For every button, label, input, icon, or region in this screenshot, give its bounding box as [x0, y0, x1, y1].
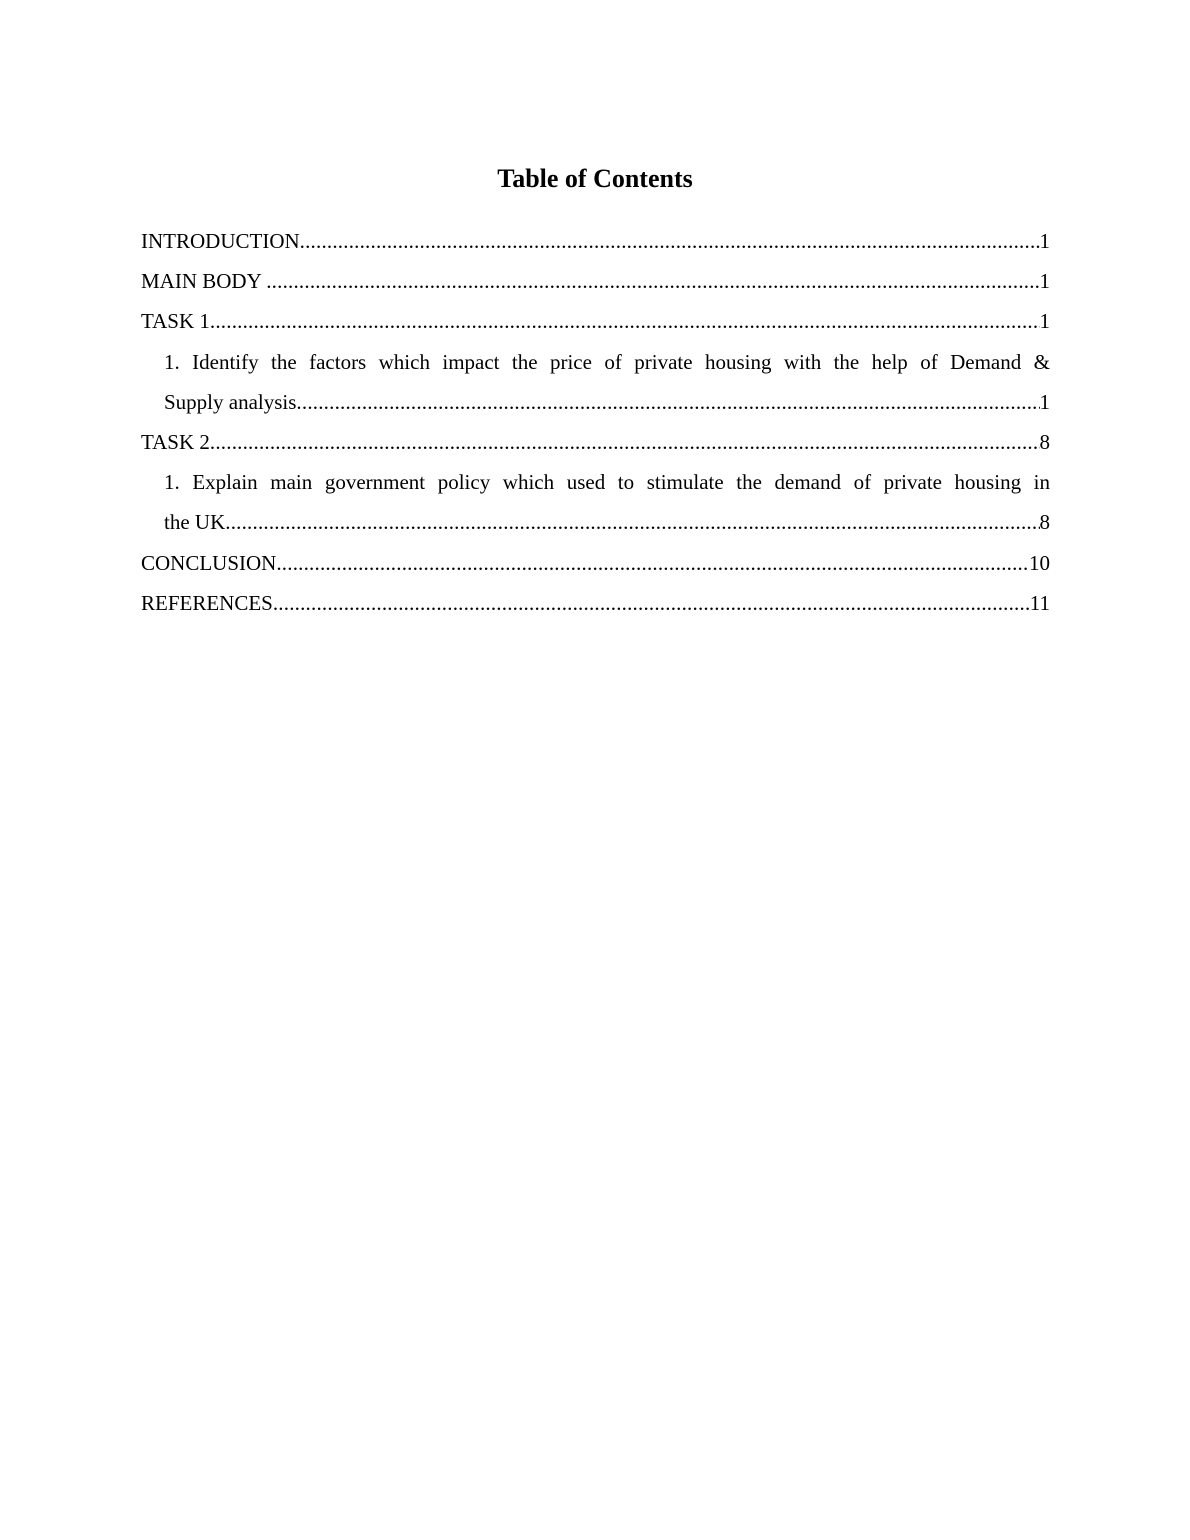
- toc-page-number: 11: [1029, 590, 1050, 615]
- toc-leader-dots: [266, 261, 1039, 301]
- toc-entry-task-1-subsection[interactable]: [141, 342, 1050, 422]
- toc-entry-label: INTRODUCTION: [141, 229, 300, 253]
- toc-entry-introduction[interactable]: [141, 221, 1050, 261]
- toc-leader-dots: [300, 221, 1040, 261]
- toc-page-number: 10: [1029, 550, 1050, 575]
- toc-list: [141, 221, 1050, 623]
- toc-entry-conclusion[interactable]: [141, 543, 1050, 583]
- toc-page-number: 1: [1039, 389, 1050, 414]
- toc-entry-label: MAIN BODY: [141, 269, 267, 294]
- toc-page-number: 8: [1039, 510, 1050, 535]
- toc-entry-task-2-subsection[interactable]: [141, 462, 1050, 542]
- toc-entry-label: the UK: [164, 510, 226, 535]
- toc-entry-task-1[interactable]: [141, 301, 1050, 341]
- toc-entry-label: CONCLUSION: [141, 550, 277, 575]
- toc-leader-dots: [296, 382, 1039, 422]
- toc-entry-label: REFERENCES: [141, 590, 273, 615]
- toc-leader-dots: [210, 301, 1040, 341]
- toc-leader-dots: [225, 502, 1039, 542]
- toc-entry-main-body[interactable]: [141, 261, 1050, 301]
- toc-page-number: 1: [1039, 229, 1050, 253]
- toc-entry-references[interactable]: [141, 583, 1050, 623]
- toc-entry-task-2[interactable]: [141, 422, 1050, 462]
- toc-entry-label: TASK 1: [141, 309, 210, 334]
- toc-entry-first-line: 1. Identify the factors which impact the price of private housing with the help of Demand &: [164, 349, 1050, 374]
- toc-page-number: 1: [1039, 309, 1050, 334]
- toc-title: Table of Contents: [497, 164, 693, 193]
- toc-entry-label: Supply analysis: [164, 389, 297, 414]
- toc-leader-dots: [273, 583, 1030, 623]
- toc-entry-first-line: 1. Explain main government policy which used to stimulate the demand of private housing in: [164, 470, 1050, 495]
- toc-leader-dots: [210, 422, 1040, 462]
- toc-entry-label: TASK 2: [141, 430, 210, 455]
- toc-page-number: 1: [1039, 269, 1050, 294]
- toc-page-number: 8: [1039, 430, 1050, 455]
- toc-leader-dots: [276, 543, 1029, 583]
